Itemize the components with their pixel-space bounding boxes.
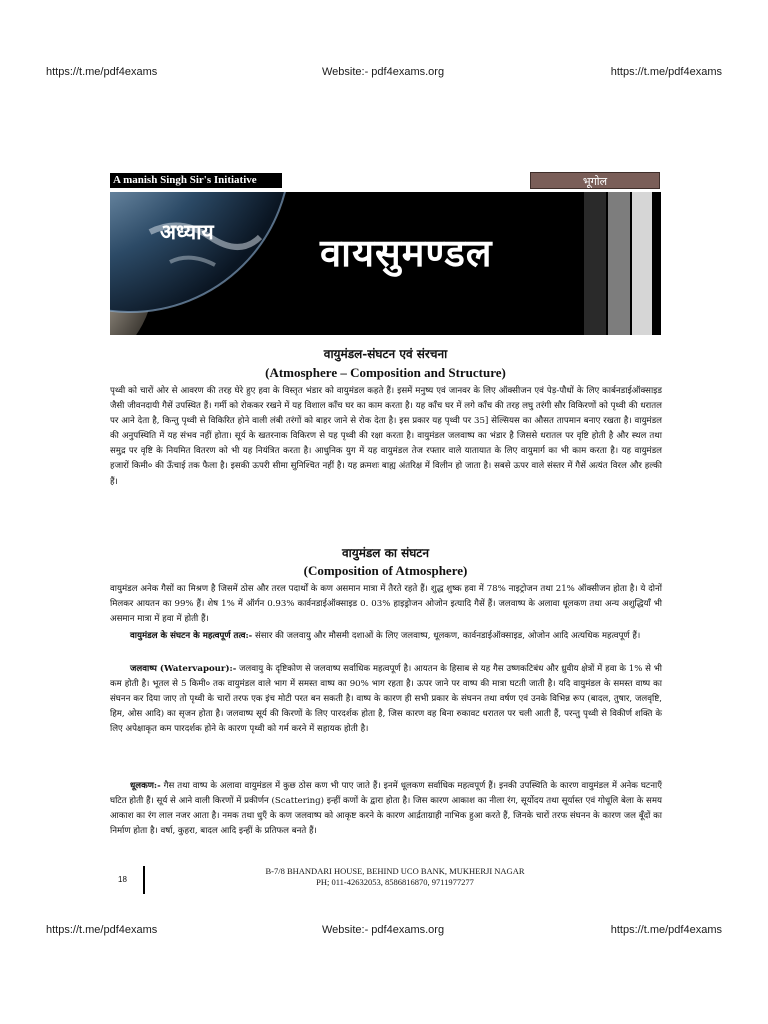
- header-link-right[interactable]: https://t.me/pdf4exams: [610, 66, 722, 78]
- initiative-label: A manish Singh Sir's Initiative: [110, 173, 282, 188]
- stripe-2: [608, 192, 630, 335]
- elements-heading: वायुमंडल के संघटन के महत्वपूर्ण तत्व:-: [130, 631, 253, 641]
- page-number: 18: [118, 875, 127, 884]
- elements-paragraph: [110, 629, 662, 644]
- chapter-label: अध्याय: [160, 219, 214, 244]
- stripe-3: [632, 192, 652, 335]
- stripe-1: [584, 192, 606, 335]
- footer-address: [200, 866, 590, 888]
- section-title-english: (Atmosphere – Composition and Structure): [265, 365, 506, 380]
- chapter-banner: [110, 192, 661, 335]
- watervapour-paragraph: [110, 662, 662, 737]
- footer-website-link[interactable]: Website:- pdf4exams.org: [322, 924, 445, 936]
- subject-tag: भूगोल: [530, 172, 660, 189]
- header-link-left[interactable]: https://t.me/pdf4exams: [46, 66, 158, 78]
- dust-heading: धूलकण:-: [130, 781, 161, 791]
- intro-paragraph: पृथ्वी को चारों ओर से आवरण की तरह घेरे हुए हवा के विस्तृत भंडार को वायुमंडल कहते हैं। इसमें मनुष्य एवं जानवर के लिए ऑक्सीजन एवं पेड़-पौधों के लिए कार्बनडाईऑक्साइड जैसी जीवनदायी गैसें उपस्थित हैं। गर्मी को रोककर रखने में यह विशाल काँच घर का काम करता है। यह काँच घर में लगे काँच की तरह लघु तरंगी सौर विकिरणों को पृथ्वी की धरातल पर आने देता है, किन्तु पृथ्वी से विकिरित होने वाली लंबी तरंगों को बाहर जाने से रोक देता है। इस प्रकार यह पृथ्वी पर 35] सेल्सियस का औसत तापमान बनाए रखता है। वायुमंडल की अनुपस्थिति में यह संभव नहीं होता। सूर्य के खतरनाक विकिरण से यह पृथ्वी की रक्षा करता है। वायुमंडल जलवाष्प का भंडार है जिससे धरातल पर वृष्टि होती है और स्थल तथा समुद्र पर वृष्टि के नियमित वितरण को भी यह नियंत्रित करता है। आधुनिक युग में यह वायुमंडल तेज रफ्तार वाले यातायात के लिए वायुमार्ग का भी काम करता है। यह वायुमंडल हजारों किमी० की ऊँचाई तक फैला है। इसकी ऊपरी सीमा सुनिश्चित नहीं है। यह क्रमशः बाह्य अंतरिक्ष में विलीन हो जाता है। सबसे ऊपर वाले संस्तर में गैसें अत्यंत विरल और हल्की हैं।: [110, 386, 662, 487]
- footer-link-right[interactable]: https://t.me/pdf4exams: [610, 924, 722, 936]
- footer-link-left[interactable]: https://t.me/pdf4exams: [46, 924, 158, 936]
- section-title-hindi: वायुमंडल-संघटन एवं संरचना: [323, 347, 448, 361]
- footer-divider: [143, 866, 145, 894]
- composition-title-english: (Composition of Atmosphere): [303, 563, 468, 578]
- phone-line: PH; 011-42632053, 8586816870, 9711977277: [316, 877, 474, 887]
- chapter-title: वायसुमण्डल: [320, 230, 493, 275]
- elements-text: संसार की जलवायु और मौसमी दशाओं के लिए जलवाष्प, धूलकण, कार्वनडाईऑक्साइड, ओजोन आदि अत्यधिक महत्वपूर्ण हैं।: [252, 631, 641, 641]
- watervapour-heading: जलवाष्प (Watervapour):-: [130, 664, 237, 674]
- composition-paragraph: वायुमंडल अनेक गैसों का मिश्रण है जिसमें ठोस और तरल पदार्थों के कण असमान मात्रा में तैरते रहते हैं। शुद्ध शुष्क हवा में 78% नाइट्रोजन तथा 21% ऑक्सीजन होता है। ये दोनों मिलकर आयतन का 99% हैं। शेष 1% में ऑर्गन 0.93% कार्वनडाईऑक्साइड 0. 03% हाइड्रोजन ओजोन इत्यादि गैसें हैं। जलवाष्प के अलावा धूलकण तथा अन्य अशुद्धियाँ भी असमान मात्रा में हवा में होती हैं।: [110, 584, 662, 625]
- watervapour-text: जलवायु के दृष्टिकोण से जलवाष्प सर्वाधिक महत्वपूर्ण है। आयतन के हिसाब से यह गैस उष्णकटिबंध और ध्रुवीय क्षेत्रों में हवा के 1% से भी कम होती है। भूतल से 5 किमी० तक वायुमंडल वाले भाग में समस्त वाष्प का 90% भाग रहता है। ऊपर जाने पर वाष्प की मात्रा घटती जाती है। यदि वायुमंडल के समस्त वाष्प का संघनन कर दिया जाए तो पृथ्वी के चारों तरफ एक इंच मोटी परत बन सकती है। वाष्प के कारण ही सभी प्रकार के संघनन तथा वर्षण एवं उनके विभिन्न रूप (बादल, तुषार, जलवृष्टि, हिम, ओस आदि) का सृजन होता है। जलवाष्प सूर्य की किरणों के लिए पारदर्शक होता है, जिस कारण वह बिना रुकावट धरातल पर चली आती हैं, परन्तु पृथ्वी से विकीर्ण शक्ति के लिए अपेक्षाकृत कम पारदर्शक होने के कारण पृथ्वी को गर्म करने में सहायक होती है।: [110, 664, 662, 735]
- dust-paragraph: [110, 779, 662, 839]
- address-line: B-7/8 BHANDARI HOUSE, BEHIND UCO BANK, MUKHERJI NAGAR: [265, 866, 525, 876]
- header-website-link[interactable]: Website:- pdf4exams.org: [322, 66, 445, 78]
- dust-text: गैस तथा वाष्प के अलावा वायुमंडल में कुछ ठोस कण भी पाए जाते हैं। इनमें धूलकण सर्वाधिक महत्वपूर्ण हैं। इनकी उपस्थिति के कारण वायुमंडल में अनेक घटनाएँ घटित होती हैं। सूर्य से आने वाली किरणों में प्रकीर्णन (Scattering) इन्हीं कणों के द्वारा होता है। जिस कारण आकाश का नीला रंग, सूर्योदय तथा सूर्यास्त एवं गोधूलि बेला के समय आकाश का रंग लाल नजर आता है। नमक तथा धुएँ के कण जलवाष्प को आकृष्ट करने के कारण आर्द्रताग्राही नाभिक हुआ करते हैं, जिनके चारों तरफ संघनन के कारण जल बूँदों का निर्माण होता है। वर्षा, कुहरा, बादल आदि इन्हीं के प्रतिफल बनते हैं।: [110, 781, 662, 837]
- composition-title-hindi: वायुमंडल का संघटन: [341, 546, 430, 560]
